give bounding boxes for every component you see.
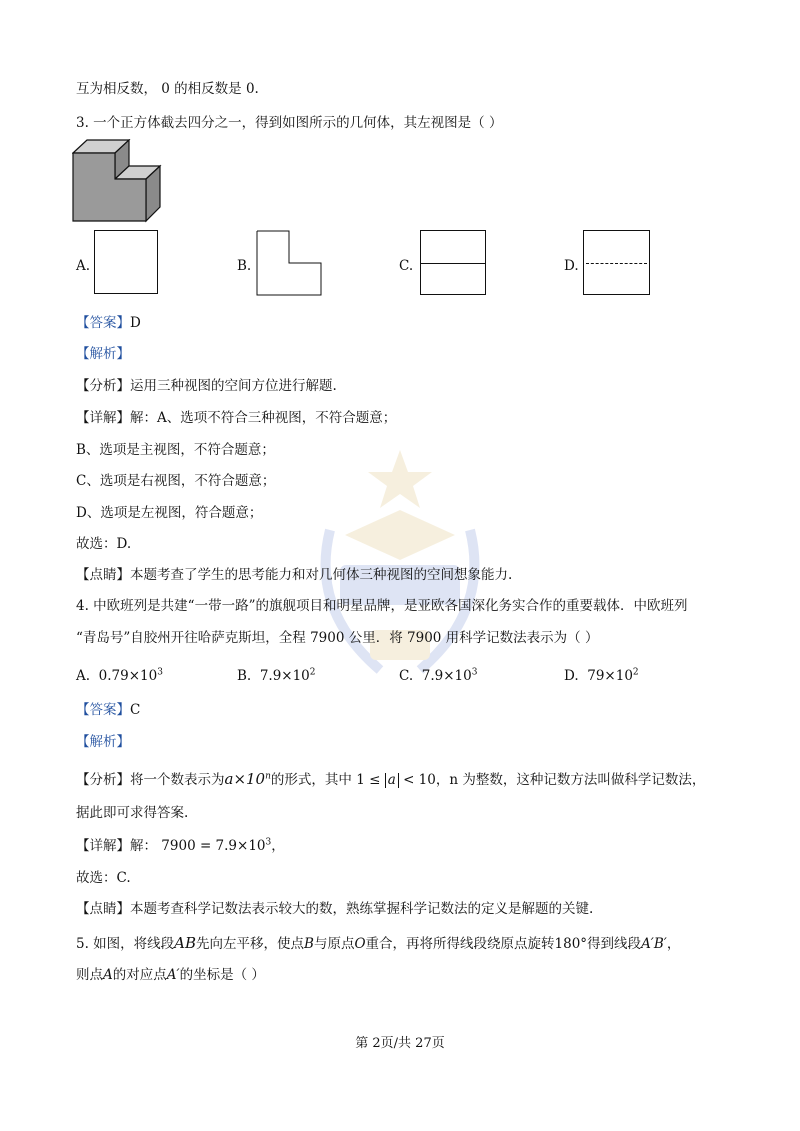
q3-fenxi: 【分析】运用三种视图的空间方位进行解题. bbox=[76, 378, 337, 394]
q3-answer: 【答案】D bbox=[76, 315, 141, 331]
q3-solid-figure bbox=[72, 139, 164, 223]
q4-jiexi: 【解析】 bbox=[76, 734, 130, 750]
q3-option-b-figure bbox=[256, 230, 322, 296]
q3-option-d-figure bbox=[583, 230, 650, 295]
q3-jiexi: 【解析】 bbox=[76, 346, 130, 362]
q4-xiangjie: 【详解】解： $7900 = 7.9\times 10^3$， bbox=[76, 837, 285, 854]
q4-stem-line1: 4. 中欧班列是共建“一带一路”的旗舰项目和明星品牌，是亚欧各国深化务实合作的重要载体．中欧班列 bbox=[76, 598, 688, 614]
q3-line-d: D、选项是左视图，符合题意； bbox=[76, 505, 263, 521]
q5-stem-line2: 则点A的对应点A′的坐标是（ ） bbox=[76, 967, 265, 983]
q4-option-a[interactable]: A. $0.79\times 10^3$ bbox=[76, 667, 163, 684]
q3-stem: 3. 一个正方体截去四分之一，得到如图所示的几何体，其左视图是（ ） bbox=[76, 115, 503, 131]
q3-line-b: B、选项是主视图，不符合题意； bbox=[76, 442, 275, 458]
q3-option-a-figure bbox=[94, 230, 158, 294]
q3-option-c-label[interactable]: C. bbox=[399, 258, 414, 274]
q4-option-d[interactable]: D. $79\times 10^2$ bbox=[564, 667, 639, 684]
q3-xiangjie: 【详解】解：A、选项不符合三种视图，不符合题意； bbox=[76, 410, 397, 426]
q3-line-c: C、选项是右视图，不符合题意； bbox=[76, 473, 276, 489]
q3-dianjing: 【点睛】本题考查了学生的思考能力和对几何体三种视图的空间想象能力. bbox=[76, 567, 513, 583]
q3-choose: 故选：D. bbox=[76, 536, 132, 552]
q4-dianjing: 【点睛】本题考查科学记数法表示较大的数，熟练掌握科学记数法的定义是解题的关键. bbox=[76, 901, 594, 917]
q3-option-a-label[interactable]: A. bbox=[76, 258, 91, 274]
q4-option-c[interactable]: C. $7.9\times 10^3$ bbox=[399, 667, 478, 684]
prev-line: 互为相反数， 0 的相反数是 0. bbox=[76, 81, 259, 97]
page-footer: 第 2页/共 27页 bbox=[355, 1036, 445, 1051]
q5-stem-line1: 5. 如图，将线段AB先向左平移，使点B与原点O重合，再将所得线段绕原点旋转180°得到线段A′B′， bbox=[76, 934, 681, 952]
q4-option-b[interactable]: B. $7.9\times 10^2$ bbox=[237, 667, 316, 684]
q4-choose: 故选：C. bbox=[76, 870, 131, 886]
q3-option-c-figure bbox=[420, 230, 486, 295]
q4-answer: 【答案】C bbox=[76, 702, 141, 718]
q3-option-d-label[interactable]: D. bbox=[564, 258, 579, 274]
watermark-emblem bbox=[270, 440, 530, 690]
q4-fenxi: 【分析】将一个数表示为$a\times 10^n$的形式，其中 1 ≤ a < 10，n 为整数，这种记数方法叫做科学记数法， bbox=[76, 770, 706, 788]
q4-fenxi-line2: 据此即可求得答案. bbox=[76, 805, 189, 821]
q4-stem-line2: “青岛号”自胶州开往哈萨克斯坦，全程 7900 公里．将 7900 用科学记数法表示为（ ） bbox=[76, 630, 599, 646]
q3-option-b-label[interactable]: B. bbox=[237, 258, 252, 274]
